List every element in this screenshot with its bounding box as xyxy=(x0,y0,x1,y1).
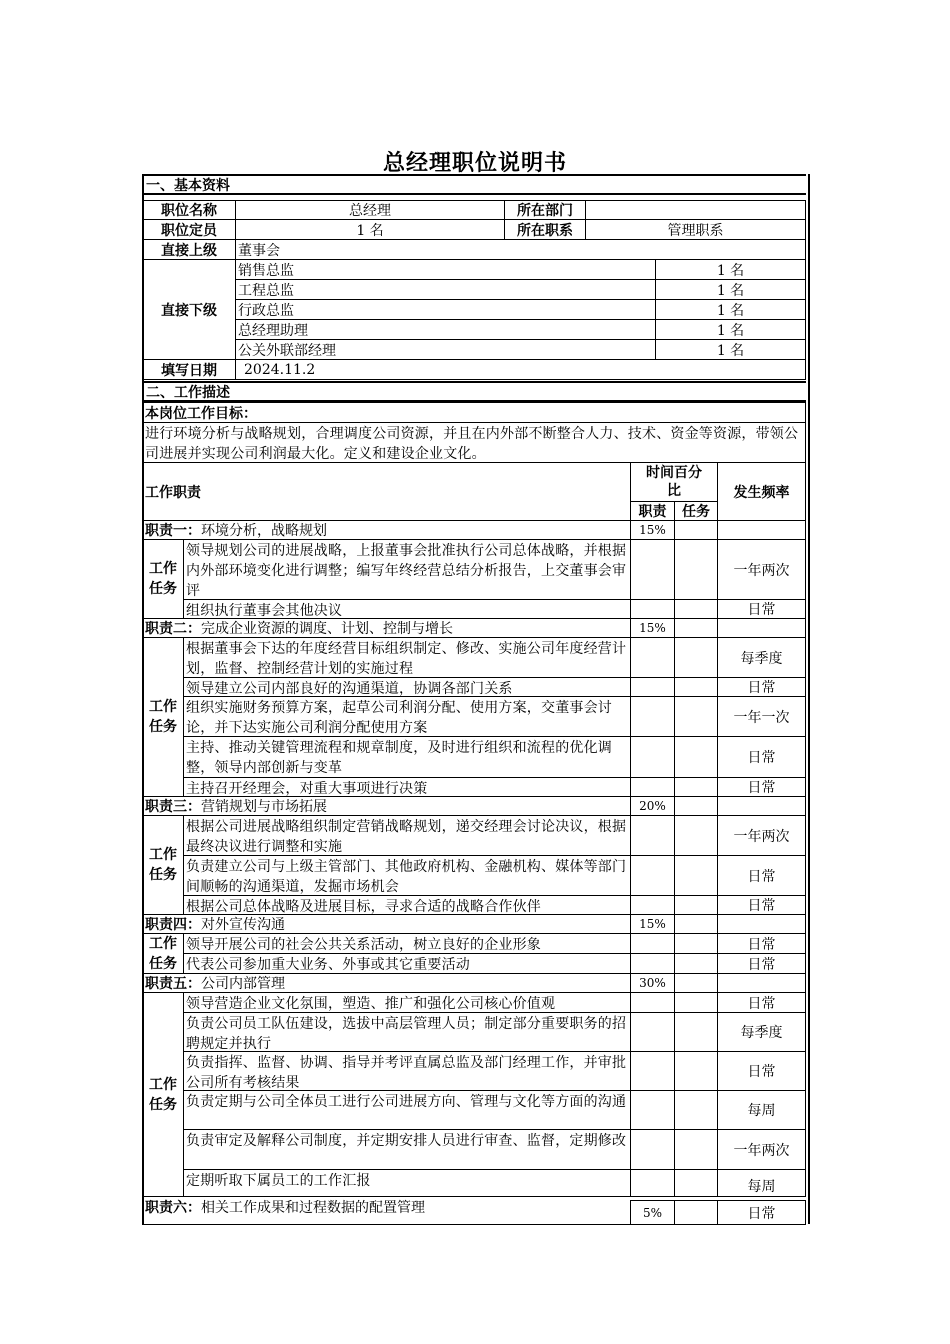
duty-percent: 20% xyxy=(630,796,675,816)
task-label: 工作任务 xyxy=(142,815,184,915)
subordinate-name: 行政总监 xyxy=(235,299,656,320)
label-position-name: 职位名称 xyxy=(142,200,236,220)
frequency-cell xyxy=(717,796,806,816)
section-basic-info: 一、基本资料 xyxy=(142,174,806,195)
header-frequency: 发生频率 xyxy=(717,462,806,521)
task-pct-cell xyxy=(674,677,718,697)
task-pct-cell xyxy=(674,992,718,1013)
label-department: 所在部门 xyxy=(504,200,586,220)
label-subordinates: 直接下级 xyxy=(142,259,236,360)
task-pct-cell xyxy=(674,1012,718,1052)
value-series: 管理职系 xyxy=(585,219,806,240)
task-pct-cell xyxy=(674,637,718,678)
duty-row xyxy=(142,914,631,934)
task-frequency: 日常 xyxy=(717,933,806,954)
subordinate-count: 1 名 xyxy=(655,259,806,280)
task-frequency: 日常 xyxy=(717,1051,806,1091)
task-pct-cell xyxy=(674,953,718,974)
duty-label: 职责三： xyxy=(145,799,201,815)
duty-row xyxy=(142,796,631,816)
task-text: 主持召开经理会，对重大事项进行决策 xyxy=(183,777,631,797)
subordinate-count: 1 名 xyxy=(655,339,806,360)
task-frequency: 日常 xyxy=(717,599,806,619)
frequency-cell xyxy=(717,914,806,934)
frequency-cell xyxy=(717,618,806,638)
task-text: 负责公司员工队伍建设，选拔中高层管理人员；制定部分重要职务的招聘规定并执行 xyxy=(183,1012,631,1052)
task-label: 工作任务 xyxy=(142,539,184,619)
task-text: 组织实施财务预算方案，起草公司利润分配、使用方案，交董事会讨论，并下达实施公司利润分配使用方案 xyxy=(183,696,631,737)
task-pct-cell xyxy=(674,895,718,915)
task-frequency: 一年两次 xyxy=(717,1129,806,1170)
task-duty-pct-cell xyxy=(630,1129,675,1170)
task-text: 根据董事会下达的年度经营目标组织制定、修改、实施公司年度经营计划，监督、控制经营计划的实施过程 xyxy=(183,637,631,678)
duty-label: 职责四： xyxy=(145,917,201,933)
task-frequency: 日常 xyxy=(717,677,806,697)
duty-percent: 15% xyxy=(630,618,675,638)
duty-text: 环境分析，战略规划 xyxy=(201,523,327,539)
value-superior: 董事会 xyxy=(235,239,806,260)
task-label: 工作任务 xyxy=(142,933,184,974)
task-duty-pct-cell xyxy=(630,1090,675,1130)
frequency-cell xyxy=(717,973,806,993)
frequency-cell xyxy=(717,520,806,540)
task-text: 主持、推动关键管理流程和规章制度，及时进行组织和流程的优化调整，领导内部创新与变革 xyxy=(183,736,631,778)
task-text: 根据公司进展战略组织制定营销战略规划，递交经理会讨论决议，根据最终决议进行调整和实施 xyxy=(183,815,631,856)
task-text: 代表公司参加重大业务、外事或其它重要活动 xyxy=(183,953,631,974)
duty-text: 对外宣传沟通 xyxy=(201,917,285,933)
task-duty-pct-cell xyxy=(630,992,675,1013)
subordinate-count: 1 名 xyxy=(655,299,806,320)
task-frequency: 日常 xyxy=(717,992,806,1013)
task-text: 领导开展公司的社会公共关系活动，树立良好的企业形象 xyxy=(183,933,631,954)
subordinate-name: 公关外联部经理 xyxy=(235,339,656,360)
duty-row xyxy=(142,618,631,638)
label-superior: 直接上级 xyxy=(142,239,236,260)
task-frequency: 日常 xyxy=(717,855,806,896)
task-pct-cell xyxy=(674,539,718,600)
task-duty-pct-cell xyxy=(630,815,675,856)
duty-percent: 15% xyxy=(630,914,675,934)
task-pct-cell xyxy=(674,1169,718,1197)
duty-row xyxy=(142,973,631,993)
task-percent-cell xyxy=(674,1200,718,1225)
section-job-description: 二、工作描述 xyxy=(142,381,806,402)
task-pct-cell xyxy=(674,933,718,954)
task-text: 根据公司总体战略及进展目标，寻求合适的战略合作伙伴 xyxy=(183,895,631,915)
header-pct-task: 任务 xyxy=(674,501,718,521)
task-duty-pct-cell xyxy=(630,1012,675,1052)
task-frequency: 日常 xyxy=(717,736,806,778)
task-frequency: 一年一次 xyxy=(717,696,806,737)
task-duty-pct-cell xyxy=(630,677,675,697)
duty-percent: 5% xyxy=(630,1200,675,1225)
task-pct-cell xyxy=(674,736,718,778)
task-frequency: 每周 xyxy=(717,1090,806,1130)
value-fill-date: 2024.11.2 xyxy=(235,359,806,380)
goal-label: 本岗位工作目标： xyxy=(142,402,806,423)
duty-text: 营销规划与市场拓展 xyxy=(201,799,327,815)
duty-label: 职责一： xyxy=(145,523,201,539)
header-time-percent: 时间百分比 xyxy=(630,462,718,502)
task-text: 负责定期与公司全体员工进行公司进展方向、管理与文化等方面的沟通 xyxy=(183,1090,631,1130)
subordinate-name: 总经理助理 xyxy=(235,319,656,340)
task-duty-pct-cell xyxy=(630,933,675,954)
task-frequency: 每周 xyxy=(717,1169,806,1197)
task-label: 工作任务 xyxy=(142,637,184,797)
value-department xyxy=(585,200,806,220)
task-text: 负责指挥、监督、协调、指导并考评直属总监及部门经理工作，并审批公司所有考核结果 xyxy=(183,1051,631,1091)
task-duty-pct-cell xyxy=(630,599,675,619)
value-position-name: 总经理 xyxy=(235,200,505,220)
task-pct-cell xyxy=(674,815,718,856)
task-pct-cell xyxy=(674,1051,718,1091)
task-frequency: 日常 xyxy=(717,895,806,915)
task-frequency: 日常 xyxy=(717,777,806,797)
task-text: 定期听取下属员工的工作汇报 xyxy=(183,1169,631,1197)
task-text: 领导建立公司内部良好的沟通渠道，协调各部门关系 xyxy=(183,677,631,697)
task-percent-cell xyxy=(674,520,718,540)
task-duty-pct-cell xyxy=(630,637,675,678)
duty-label: 职责六： xyxy=(145,1200,201,1216)
label-headcount: 职位定员 xyxy=(142,219,236,240)
subordinate-count: 1 名 xyxy=(655,319,806,340)
task-duty-pct-cell xyxy=(630,696,675,737)
duty-label: 职责二： xyxy=(145,621,201,637)
task-duty-pct-cell xyxy=(630,1169,675,1197)
task-frequency: 每季度 xyxy=(717,637,806,678)
task-duty-pct-cell xyxy=(630,539,675,600)
task-pct-cell xyxy=(674,1129,718,1170)
task-frequency: 一年两次 xyxy=(717,815,806,856)
duty-percent: 15% xyxy=(630,520,675,540)
subordinate-name: 工程总监 xyxy=(235,279,656,300)
duty-text: 完成企业资源的调度、计划、控制与增长 xyxy=(201,621,453,637)
task-duty-pct-cell xyxy=(630,736,675,778)
label-series: 所在职系 xyxy=(504,219,586,240)
value-headcount: 1 名 xyxy=(235,219,505,240)
task-frequency: 日常 xyxy=(717,953,806,974)
task-pct-cell xyxy=(674,1090,718,1130)
task-duty-pct-cell xyxy=(630,895,675,915)
task-frequency: 一年两次 xyxy=(717,539,806,600)
task-text: 领导营造企业文化氛围，塑造、推广和强化公司核心价值观 xyxy=(183,992,631,1013)
duty-percent: 30% xyxy=(630,973,675,993)
task-percent-cell xyxy=(674,618,718,638)
task-percent-cell xyxy=(674,914,718,934)
duty-text: 相关工作成果和过程数据的配置管理 xyxy=(201,1200,425,1216)
task-frequency: 每季度 xyxy=(717,1012,806,1052)
task-label: 工作任务 xyxy=(142,992,184,1197)
subordinate-name: 销售总监 xyxy=(235,259,656,280)
task-duty-pct-cell xyxy=(630,953,675,974)
subordinate-count: 1 名 xyxy=(655,279,806,300)
header-pct-duty: 职责 xyxy=(630,501,675,521)
task-pct-cell xyxy=(674,696,718,737)
header-duty: 工作职责 xyxy=(142,462,631,521)
task-text: 负责审定及解释公司制度，并定期安排人员进行审查、监督，定期修改 xyxy=(183,1129,631,1170)
duty-frequency: 日常 xyxy=(717,1200,806,1225)
page-title: 总经理职位说明书 xyxy=(382,151,567,176)
duty-label: 职责五： xyxy=(145,976,201,992)
task-duty-pct-cell xyxy=(630,1051,675,1091)
task-text: 领导规划公司的进展战略，上报董事会批准执行公司总体战略，并根据内外部环境变化进行调整；编写年终经营总结分析报告，上交董事会审评 xyxy=(183,539,631,600)
task-duty-pct-cell xyxy=(630,855,675,896)
task-text: 组织执行董事会其他决议 xyxy=(183,599,631,619)
task-percent-cell xyxy=(674,973,718,993)
task-text: 负责建立公司与上级主管部门、其他政府机构、金融机构、媒体等部门间顺畅的沟通渠道，发掘市场机会 xyxy=(183,855,631,896)
task-pct-cell xyxy=(674,777,718,797)
duty-row xyxy=(142,1196,631,1225)
duty-row xyxy=(142,520,631,540)
task-duty-pct-cell xyxy=(630,777,675,797)
duty-text: 公司内部管理 xyxy=(201,976,285,992)
goal-text: 进行环境分析与战略规划，合理调度公司资源，并且在内外部不断整合人力、技术、资金等资源，带领公司进展并实现公司利润最大化。定义和建设企业文化。 xyxy=(142,422,806,463)
label-fill-date: 填写日期 xyxy=(142,359,236,380)
task-percent-cell xyxy=(674,796,718,816)
task-pct-cell xyxy=(674,855,718,896)
task-pct-cell xyxy=(674,599,718,619)
